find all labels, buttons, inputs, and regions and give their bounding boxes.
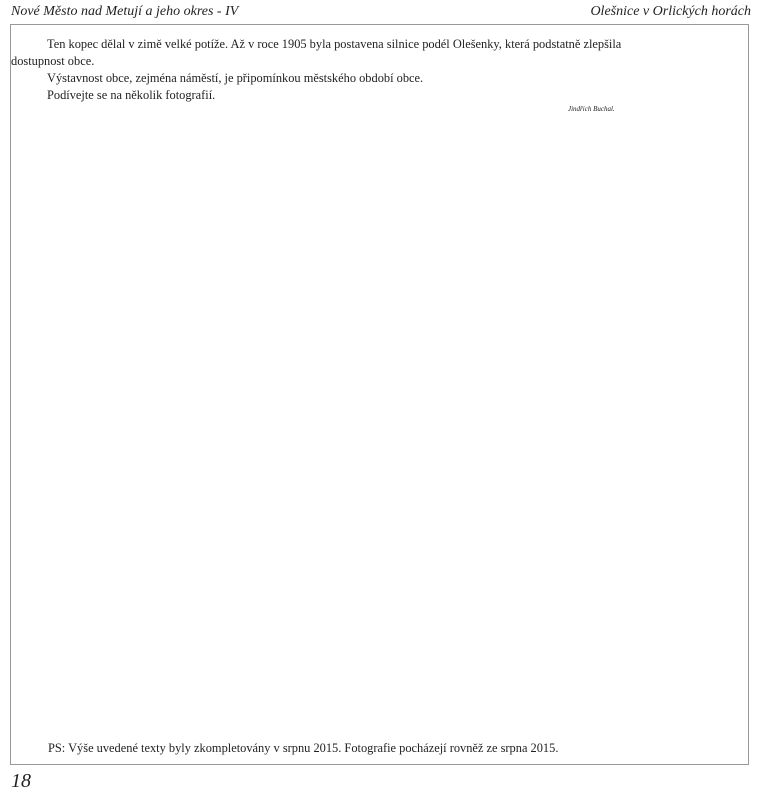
page-number: 18 xyxy=(11,770,31,792)
page-frame xyxy=(10,24,749,765)
running-header-left: Nové Město nad Metují a jeho okres - IV xyxy=(11,4,239,19)
body-text xyxy=(11,36,651,104)
postscript: PS: Výše uvedené texty byly zkompletovány v srpnu 2015. Fotografie pocházejí rovněž ze srpna 2015. xyxy=(48,741,559,755)
paragraph-1: Ten kopec dělal v zimě velké potíže. Až v roce 1905 byla postavena silnice podél Olešenky, která podstatně zlepšila dostupnost obce. xyxy=(11,37,622,68)
author-signature: Jindřich Buchal. xyxy=(568,105,615,113)
paragraph-2: Výstavnost obce, zejména náměstí, je připomínkou městského období obce. xyxy=(47,71,424,85)
paragraph-3: Podívejte se na několik fotografií. xyxy=(47,88,216,102)
running-header-right: Olešnice v Orlických horách xyxy=(590,4,751,19)
